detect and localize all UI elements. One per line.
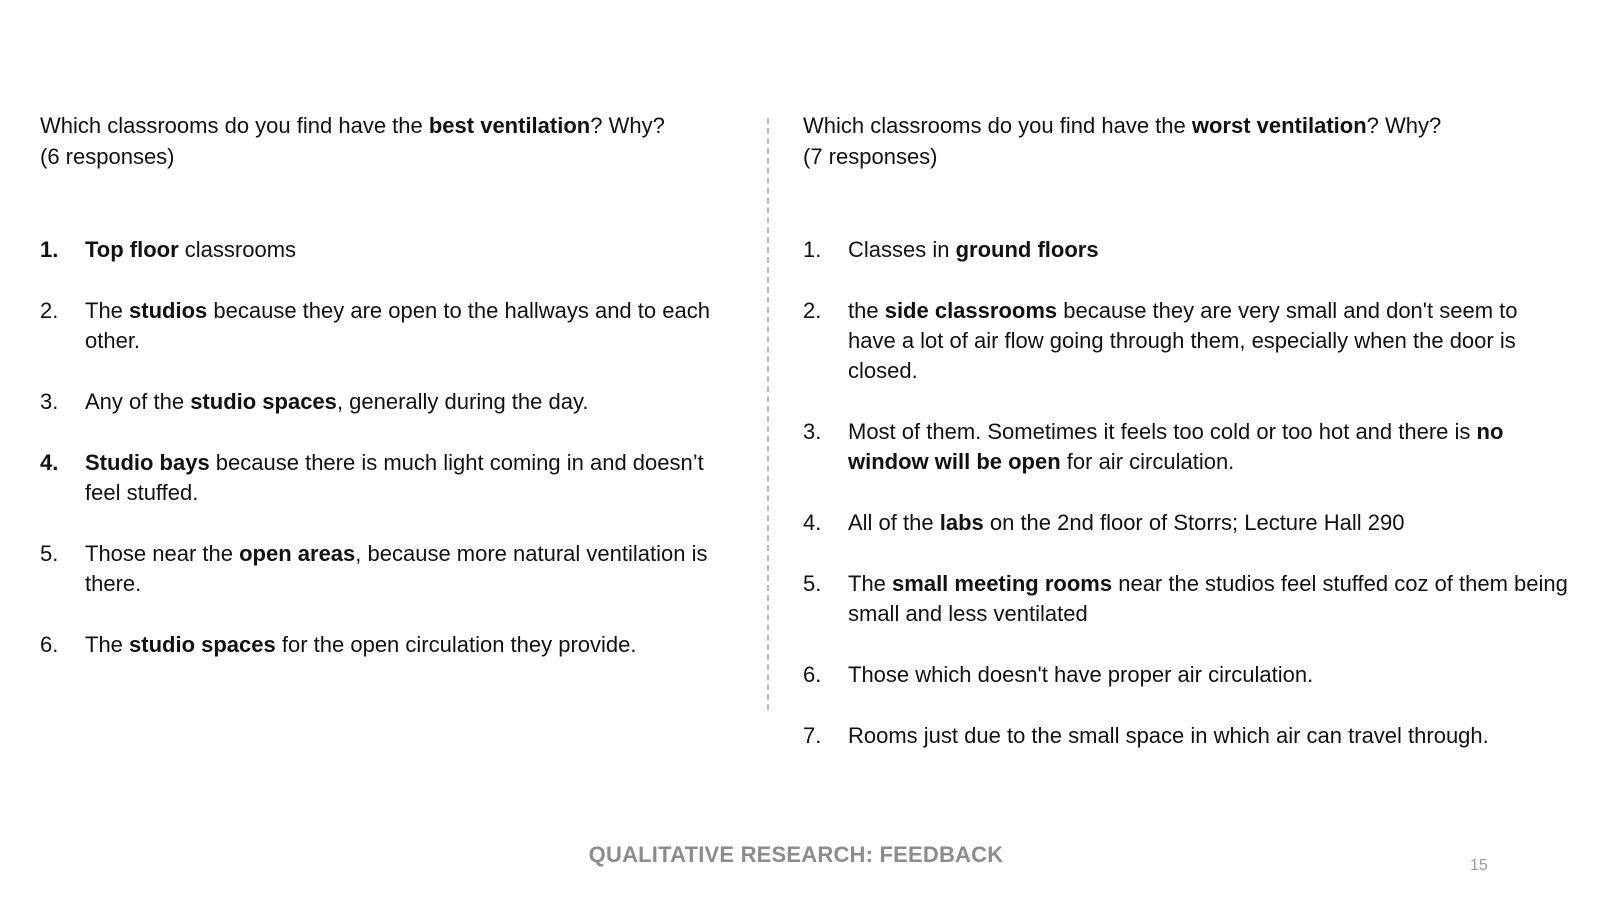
- list-item-text: because they are very small and don't seem to have a lot of air flow going through them, especially when the door is closed.: [848, 298, 1518, 383]
- list-item-emphasis: small meeting rooms: [892, 571, 1113, 596]
- list-item-text: The: [85, 632, 130, 657]
- best-ventilation-list: [40, 235, 730, 660]
- list-item-number: 5.: [40, 541, 59, 566]
- column-divider: [767, 118, 769, 710]
- list-item: [803, 235, 1568, 265]
- page-number: 15: [1470, 857, 1488, 874]
- list-item-text: because they are open to the hallways and to each other.: [85, 298, 710, 353]
- list-item-text: the: [848, 298, 885, 323]
- list-item-emphasis: Top floor: [85, 237, 179, 262]
- list-item: [40, 296, 730, 356]
- list-item-number: 1.: [803, 237, 822, 262]
- list-item-text: because there is much light coming in and doesn’t feel stuffed.: [85, 450, 704, 505]
- list-item-text: near the studios feel stuffed coz of them being small and less ventilated: [848, 571, 1568, 626]
- list-item: [40, 235, 730, 265]
- list-item-number: 7.: [803, 723, 822, 748]
- worst-ventilation-list: [803, 235, 1568, 751]
- list-item-emphasis: studio spaces: [190, 389, 337, 414]
- list-item-number: 3.: [803, 419, 822, 444]
- list-item-emphasis: studio spaces: [129, 632, 276, 657]
- list-item-text: All of the: [848, 510, 940, 535]
- list-item-emphasis: side classrooms: [884, 298, 1058, 323]
- list-item: [803, 721, 1568, 751]
- list-item: [40, 630, 730, 660]
- list-item: [803, 296, 1568, 386]
- list-item-text: Those which doesn't have proper air circulation.: [848, 662, 1314, 687]
- worst-ventilation-column: [803, 110, 1568, 782]
- list-item-number: 3.: [40, 389, 59, 414]
- list-item-text: Rooms just due to the small space in which air can travel through.: [848, 723, 1489, 748]
- list-item-text: Any of the: [85, 389, 191, 414]
- list-item-text: Most of them. Sometimes it feels too cold or too hot and there is: [848, 419, 1477, 444]
- list-item-text: The: [848, 571, 893, 596]
- list-item-text: , generally during the day.: [336, 389, 589, 414]
- list-item-text: Classes in: [848, 237, 956, 262]
- best-ventilation-column: [40, 110, 730, 691]
- list-item-number: 2.: [803, 298, 822, 323]
- list-item-number: 5.: [803, 571, 822, 596]
- list-item-number: 2.: [40, 298, 59, 323]
- list-item: [40, 387, 730, 417]
- list-item: [40, 539, 730, 599]
- list-item: [803, 508, 1568, 538]
- list-item-text: on the 2nd floor of Storrs; Lecture Hall 290: [983, 510, 1405, 535]
- list-item-number: 6.: [803, 662, 822, 687]
- list-item-emphasis: Studio bays: [85, 450, 210, 475]
- list-item-emphasis: studios: [129, 298, 208, 323]
- list-item-number: 6.: [40, 632, 59, 657]
- list-item-emphasis: open areas: [239, 541, 356, 566]
- worst-ventilation-response-count: (7 responses): [803, 144, 938, 169]
- list-item-text: classrooms: [178, 237, 297, 262]
- list-item-number: 4.: [803, 510, 822, 535]
- list-item: [803, 569, 1568, 629]
- list-item-emphasis: labs: [939, 510, 984, 535]
- best-ventilation-question: Which classrooms do you find have the best ventilation? Why?: [40, 113, 665, 138]
- list-item-text: , because more natural ventilation is there.: [85, 541, 708, 596]
- best-ventilation-response-count: (6 responses): [40, 144, 175, 169]
- list-item-number: 4.: [40, 450, 59, 475]
- list-item-text: for the open circulation they provide.: [275, 632, 637, 657]
- worst-ventilation-question: Which classrooms do you find have the worst ventilation? Why?: [803, 113, 1442, 138]
- list-item-text: Those near the: [85, 541, 240, 566]
- list-item-text: The: [85, 298, 130, 323]
- list-item-text: for air circulation.: [1060, 449, 1235, 474]
- footer-title: QUALITATIVE RESEARCH: FEEDBACK: [588, 842, 1004, 867]
- list-item: [803, 417, 1568, 477]
- list-item: [803, 660, 1568, 690]
- list-item-emphasis: no window will be open: [848, 419, 1504, 474]
- list-item-number: 1.: [40, 237, 59, 262]
- list-item-emphasis: ground floors: [955, 237, 1099, 262]
- list-item: [40, 448, 730, 508]
